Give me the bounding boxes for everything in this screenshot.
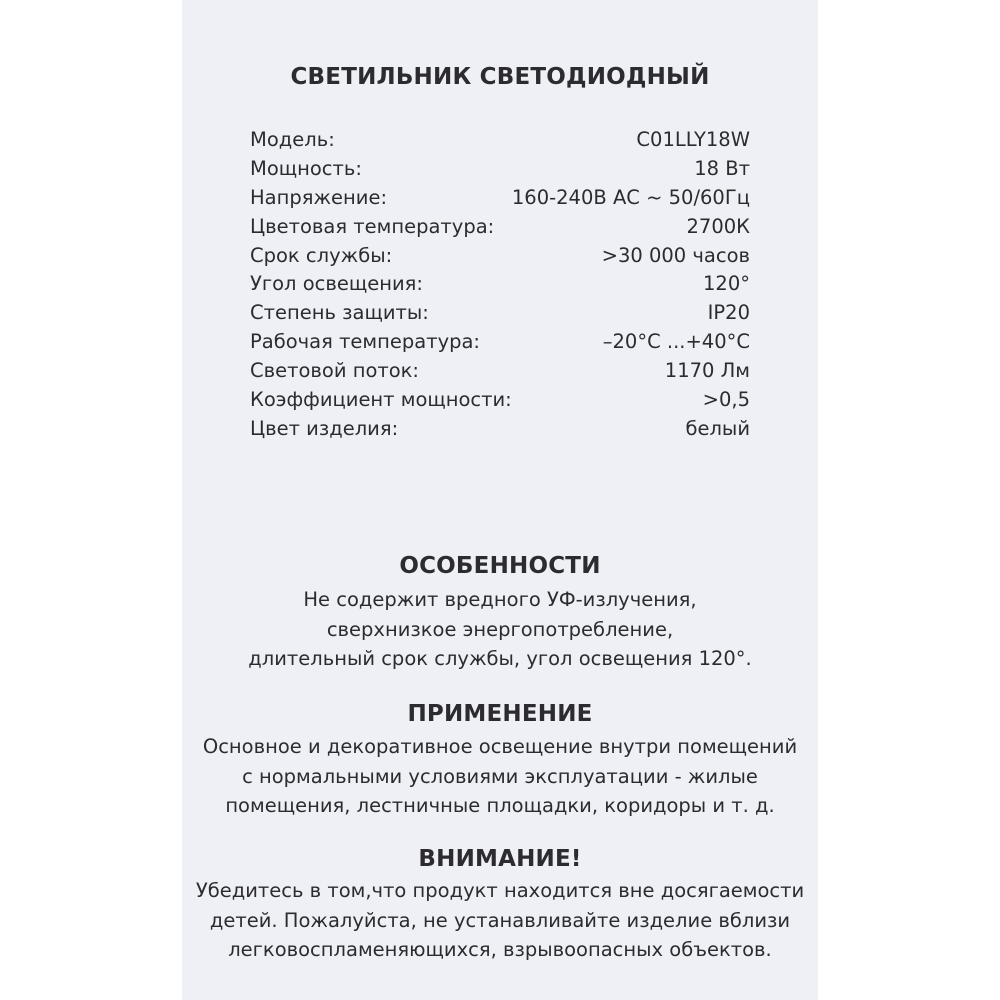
spec-label: Срок службы: — [250, 243, 393, 267]
features-text — [182, 585, 818, 674]
spec-value: 1170 Лм — [664, 359, 750, 383]
application-line: Основное и декоративное освещение внутри помещений — [202, 735, 798, 758]
spec-row-luminous-flux — [250, 357, 750, 386]
spec-row-power-factor — [250, 386, 750, 415]
spec-value: IP20 — [707, 301, 750, 325]
features-line: сверхнизкое энергопотребление, — [326, 617, 674, 641]
spec-label: Цветовая температура: — [250, 214, 495, 238]
spec-label: Рабочая температура: — [250, 330, 481, 354]
spec-label: Коэффициент мощности: — [250, 388, 512, 412]
application-heading: ПРИМЕНЕНИЕ — [407, 701, 593, 727]
spec-label: Световой поток: — [250, 359, 420, 383]
spec-value: 18 Вт — [694, 156, 750, 180]
spec-row-power — [250, 155, 750, 184]
application-line: помещения, лестничные площадки, коридоры и т. д. — [225, 794, 775, 817]
spec-table — [250, 126, 750, 444]
spec-label: Модель: — [250, 128, 335, 151]
spec-row-operating-temperature — [250, 328, 750, 357]
warning-text — [182, 876, 818, 965]
product-label-sheet — [182, 0, 818, 1000]
spec-value: >0,5 — [702, 388, 750, 412]
spec-row-product-color — [250, 415, 750, 444]
spec-value: белый — [685, 416, 750, 440]
spec-label: Мощность: — [250, 156, 362, 180]
warning-line: детей. Пожалуйста, не устанавливайте изделие вблизи — [209, 908, 791, 932]
warning-line: легковоспламеняющихся, взрывоопасных объектов. — [228, 938, 772, 961]
spec-row-protection — [250, 299, 750, 328]
application-text — [182, 732, 818, 821]
spec-value: 2700К — [686, 214, 750, 238]
warning-line: Убедитесь в том,что продукт находится вне досягаемости — [195, 879, 805, 902]
features-heading: ОСОБЕННОСТИ — [399, 553, 601, 579]
spec-value: 120° — [703, 272, 750, 296]
spec-value: >30 000 часов — [601, 243, 750, 267]
application-line: с нормальными условиями эксплуатации - жилые — [242, 764, 758, 788]
spec-row-voltage — [250, 184, 750, 213]
spec-row-lifetime — [250, 242, 750, 271]
spec-value: C01LLY18W — [636, 128, 750, 151]
spec-label: Напряжение: — [250, 185, 388, 209]
spec-label: Цвет изделия: — [250, 416, 399, 440]
spec-row-beam-angle — [250, 270, 750, 299]
product-title: СВЕТИЛЬНИК СВЕТОДИОДНЫЙ — [290, 64, 710, 90]
warning-heading: ВНИМАНИЕ! — [418, 846, 582, 872]
spec-value: –20°С ...+40°С — [602, 330, 750, 354]
spec-row-model — [250, 126, 750, 155]
spec-label: Степень защиты: — [250, 301, 429, 325]
features-line: Не содержит вредного УФ-излучения, — [303, 588, 697, 611]
spec-label: Угол освещения: — [250, 272, 423, 296]
features-line: длительный срок службы, угол освещения 120°. — [248, 647, 752, 670]
spec-value: 160-240В АС ~ 50/60Гц — [511, 185, 750, 209]
spec-row-color-temperature — [250, 213, 750, 242]
